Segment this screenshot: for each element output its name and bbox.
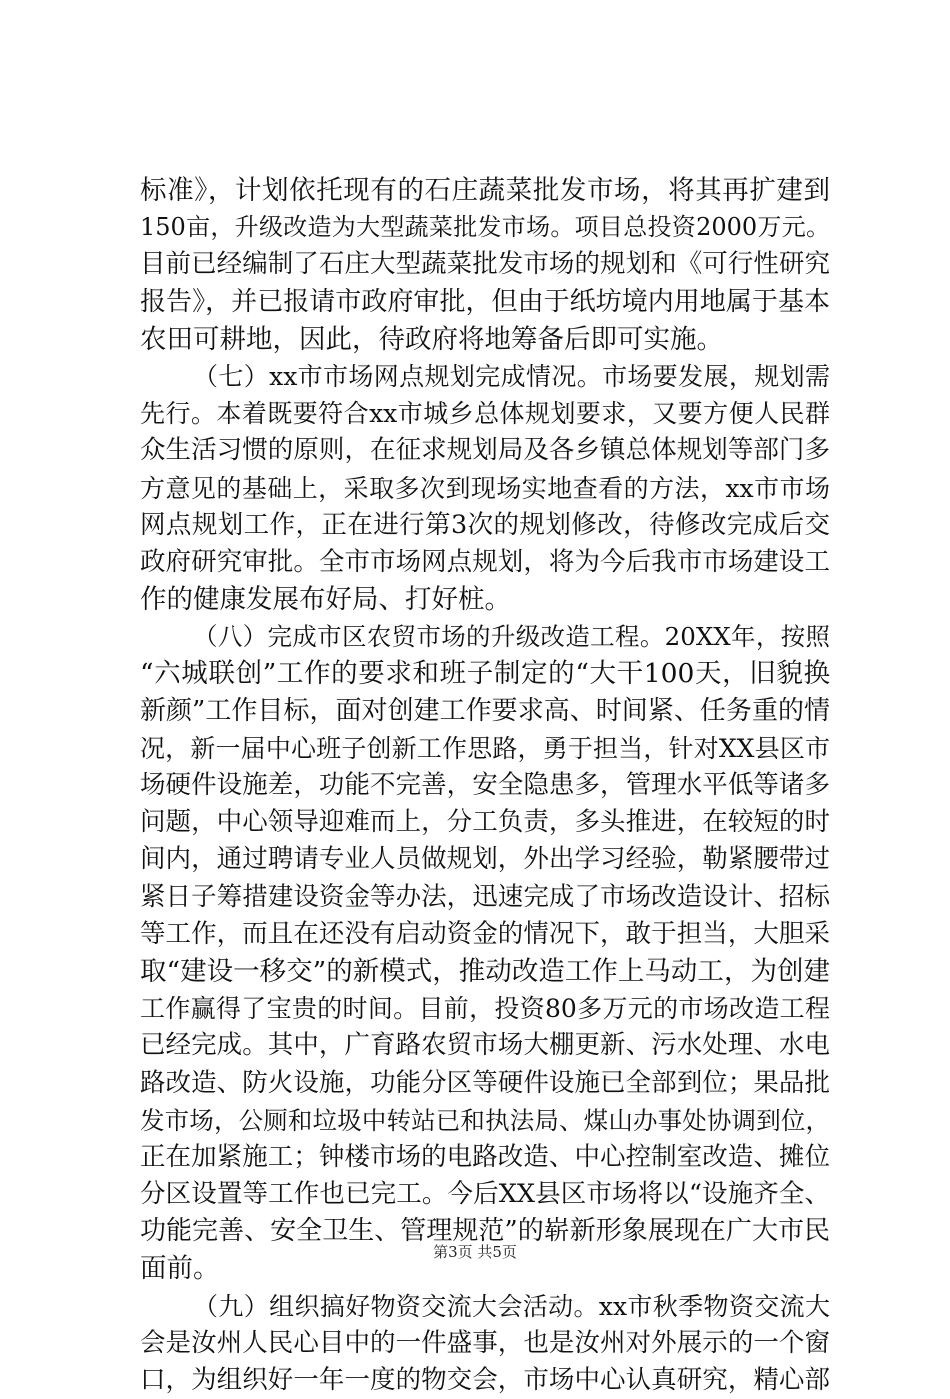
text-line: 功能完善、安全卫生、管理规范”的崭新形象展现在广大市民 (140, 1216, 830, 1247)
text-line: 间内，通过聘请专业人员做规划，外出学习经验，勒紧腰带过 (140, 844, 830, 875)
text-line: 目前已经编制了石庄大型蔬菜批发市场的规划和《可行性研究 (140, 249, 830, 280)
text-line: 面前。 (140, 1253, 220, 1285)
text-line: 150亩，升级改造为大型蔬菜批发市场。项目总投资2000万元。 (140, 213, 830, 242)
text-line: 新颜”工作目标，面对创建工作要求高、时间紧、任务重的情 (140, 695, 830, 726)
text-line: 已经完成。其中，广育路农贸市场大棚更新、污水处理、水电 (140, 1030, 830, 1061)
text-line: 众生活习惯的原则，在征求规划局及各乡镇总体规划等部门多 (140, 435, 830, 466)
text-line: 标准》，计划依托现有的石庄蔬菜批发市场，将其再扩建到 (140, 175, 830, 206)
text-line: 农田可耕地，因此，待政府将地筹备后即可实施。 (140, 323, 723, 355)
text-line: 路改造、防火设施，功能分区等硬件设施已全部到位；果品批 (140, 1067, 830, 1098)
text-line: 分区设置等工作也已完工。今后XX县区市场将以“设施齐全、 (140, 1179, 830, 1210)
text-line: 先行。本着既要符合xx市城乡总体规划要求，又要方便人民群 (140, 399, 830, 429)
text-line: “六城联创”工作的要求和班子制定的“大干100天，旧貌换 (140, 658, 830, 690)
document-body (140, 172, 830, 1399)
text-line: 场硬件设施差，功能不完善，安全隐患多，管理水平低等诸多 (140, 770, 830, 800)
text-line: 方意见的基础上，采取多次到现场实地查看的方法，xx市市场 (140, 473, 830, 503)
text-line: 等工作，而且在还没有启动资金的情况下，敢于担当，大胆采 (140, 918, 830, 949)
text-line: （七）xx市市场网点规划完成情况。市场要发展，规划需 (193, 361, 830, 391)
text-line: 报告》，并已报请市政府审批，但由于纸坊境内用地属于基本 (140, 286, 830, 317)
text-line: 口，为组织好一年一度的物交会，市场中心认真研究，精心部 (140, 1365, 830, 1395)
text-line: 取“建设一移交”的新模式，推动改造工作上马动工，为创建 (140, 955, 830, 987)
text-line: 问题，中心领导迎难而上，分工负责，多头推进，在较短的时 (140, 807, 830, 838)
page-footer: 第3页 共5页 (433, 1243, 517, 1261)
text-line: （九）组织搞好物资交流大会活动。xx市秋季物资交流大 (193, 1291, 830, 1321)
text-line: 作的健康发展布好局、打好桩。 (140, 584, 511, 616)
text-line: 政府研究审批。全市市场网点规划，将为今后我市市场建设工 (140, 546, 830, 577)
text-line: 况，新一届中心班子创新工作思路，勇于担当，针对XX县区市 (140, 733, 830, 763)
text-line: （八）完成市区农贸市场的升级改造工程。20XX年，按照 (193, 622, 830, 652)
text-line: 发市场，公厕和垃圾中转站已和执法局、煤山办事处协调到位， (140, 1105, 830, 1135)
text-line: 工作赢得了宝贵的时间。目前，投资80多万元的市场改造工程 (140, 994, 830, 1024)
text-line: 正在加紧施工；钟楼市场的电路改造、中心控制室改造、摊位 (140, 1141, 830, 1172)
text-line: 网点规划工作，正在进行第3次的规划修改，待修改完成后交 (140, 509, 830, 540)
text-line: 会是汝州人民心目中的一件盛事，也是汝州对外展示的一个窗 (140, 1327, 830, 1358)
text-line: 紧日子筹措建设资金等办法，迅速完成了市场改造设计、招标 (140, 881, 830, 912)
